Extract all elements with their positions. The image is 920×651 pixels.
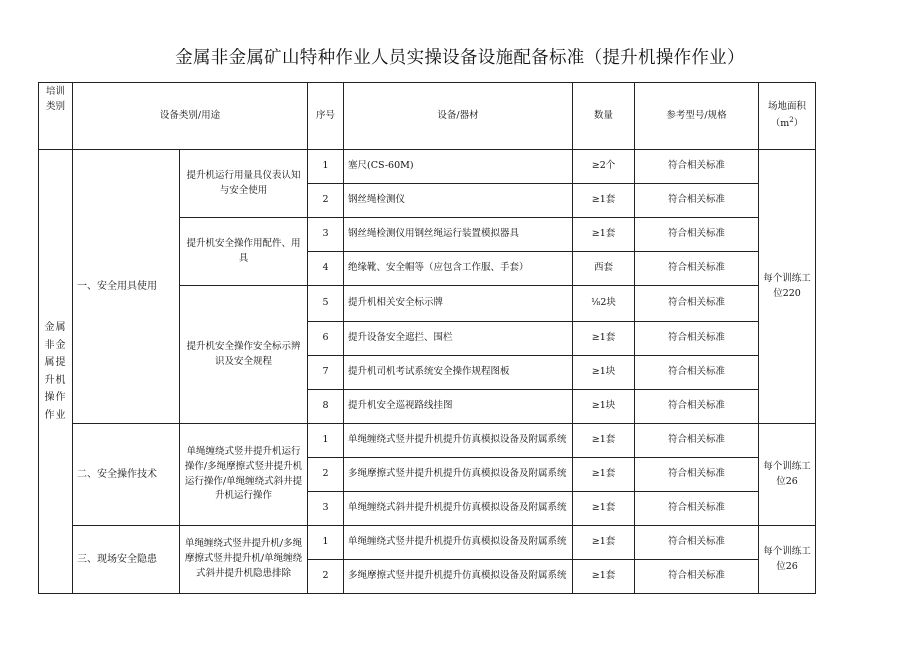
quantity-cell: 西套 — [573, 252, 635, 286]
model-cell: 符合相关标准 — [635, 458, 759, 492]
quantity-cell: ≥1套 — [573, 560, 635, 594]
model-cell: 符合相关标准 — [635, 424, 759, 458]
header-seq: 序号 — [308, 83, 344, 150]
quantity-cell: ≥1套 — [573, 184, 635, 218]
area-cell: 每个训练工位26 — [759, 526, 816, 594]
equipment-cell: 单绳缠绕式竖井提升机提升仿真模拟设备及附属系统 — [344, 526, 573, 560]
model-cell: 符合相关标准 — [635, 286, 759, 322]
quantity-cell: ≥1块 — [573, 356, 635, 390]
area-cell: 每个训练工位220 — [759, 150, 816, 424]
table-header-row — [39, 83, 816, 150]
seq-cell: 2 — [308, 184, 344, 218]
area-cell: 每个训练工位26 — [759, 424, 816, 526]
header-equipment: 设备/器材 — [344, 83, 573, 150]
equipment-cell: 塞尺(CS-60M) — [344, 150, 573, 184]
seq-cell: 1 — [308, 424, 344, 458]
model-cell: 符合相关标准 — [635, 390, 759, 424]
equipment-cell: 多绳摩擦式竖井提升机提升仿真模拟设备及附属系统 — [344, 458, 573, 492]
model-cell: 符合相关标准 — [635, 150, 759, 184]
header-area-sup: 2 — [789, 115, 794, 124]
seq-cell: 3 — [308, 492, 344, 526]
model-cell: 符合相关标准 — [635, 356, 759, 390]
header-area-close: ） — [793, 118, 804, 130]
seq-cell: 3 — [308, 218, 344, 252]
equipment-cell: 单绳缠绕式竖井提升机提升仿真模拟设备及附属系统 — [344, 424, 573, 458]
model-cell: 符合相关标准 — [635, 322, 759, 356]
equipment-cell: 绝缘靴、安全帽等（应包含工作服、手套） — [344, 252, 573, 286]
header-area — [759, 83, 816, 150]
header-area-text: 场地面积（m — [768, 101, 807, 130]
seq-cell: 1 — [308, 150, 344, 184]
equipment-cell: 提升机司机考试系统安全操作规程图板 — [344, 356, 573, 390]
header-training-category: 培训类别 — [39, 83, 73, 150]
section-name-cell: 三、现场安全隐患 — [73, 526, 180, 594]
equipment-cell: 单绳缠绕式斜井提升机提升仿真模拟设备及附属系统 — [344, 492, 573, 526]
equipment-cell: 钢丝绳检测仪 — [344, 184, 573, 218]
equipment-cell: 多绳摩擦式竖井提升机提升仿真模拟设备及附属系统 — [344, 560, 573, 594]
seq-cell: 7 — [308, 356, 344, 390]
training-category-cell: 金属非金属提升机操作作业 — [39, 150, 73, 594]
model-cell: 符合相关标准 — [635, 492, 759, 526]
header-equipment-category: 设备类别/用途 — [73, 83, 308, 150]
model-cell: 符合相关标准 — [635, 252, 759, 286]
model-cell: 符合相关标准 — [635, 218, 759, 252]
seq-cell: 1 — [308, 526, 344, 560]
quantity-cell: ≥2个 — [573, 150, 635, 184]
table-row — [39, 424, 816, 458]
seq-cell: 2 — [308, 560, 344, 594]
model-cell: 符合相关标准 — [635, 560, 759, 594]
seq-cell: 6 — [308, 322, 344, 356]
quantity-cell: ≥1套 — [573, 492, 635, 526]
model-cell: 符合相关标准 — [635, 184, 759, 218]
seq-cell: 5 — [308, 286, 344, 322]
quantity-cell: ≥1块 — [573, 390, 635, 424]
section-name-cell: 一、安全用具使用 — [73, 150, 180, 424]
equipment-cell: 提升机相关安全标示牌 — [344, 286, 573, 322]
seq-cell: 4 — [308, 252, 344, 286]
model-cell: 符合相关标准 — [635, 526, 759, 560]
equipment-cell: 提升设备安全遮拦、围栏 — [344, 322, 573, 356]
quantity-cell: ≥1套 — [573, 218, 635, 252]
table-row — [39, 150, 816, 184]
table-row — [39, 526, 816, 560]
quantity-cell: ≥1套 — [573, 322, 635, 356]
group-name-cell: 单绳缠绕式竖井提升机/多绳摩擦式竖井提升机/单绳缠绕式斜井提升机隐患排除 — [180, 526, 308, 594]
group-name-cell: 提升机运行用量具仪表认知与安全使用 — [180, 150, 308, 218]
group-name-cell: 提升机安全操作安全标示辨识及安全规程 — [180, 286, 308, 424]
quantity-cell: ≥1套 — [573, 526, 635, 560]
seq-cell: 8 — [308, 390, 344, 424]
group-name-cell: 单绳缠绕式竖井提升机运行操作/多绳摩擦式竖井提升机运行操作/单绳缠绕式斜井提升机运行操作 — [180, 424, 308, 526]
seq-cell: 2 — [308, 458, 344, 492]
quantity-cell: ≥1套 — [573, 458, 635, 492]
group-name-cell: 提升机安全操作用配件、用具 — [180, 218, 308, 286]
equipment-cell: 钢丝绳检测仪用钢丝绳运行装置模拟器具 — [344, 218, 573, 252]
quantity-cell: ≥1套 — [573, 424, 635, 458]
page-title: 金属非金属矿山特种作业人员实操设备设施配备标准（提升机操作作业） — [175, 48, 745, 68]
header-quantity: 数量 — [573, 83, 635, 150]
header-model: 参考型号/规格 — [635, 83, 759, 150]
equipment-standard-table — [38, 82, 816, 594]
quantity-cell: ⅛2块 — [573, 286, 635, 322]
equipment-cell: 提升机安全巡视路线挂图 — [344, 390, 573, 424]
section-name-cell: 二、安全操作技术 — [73, 424, 180, 526]
